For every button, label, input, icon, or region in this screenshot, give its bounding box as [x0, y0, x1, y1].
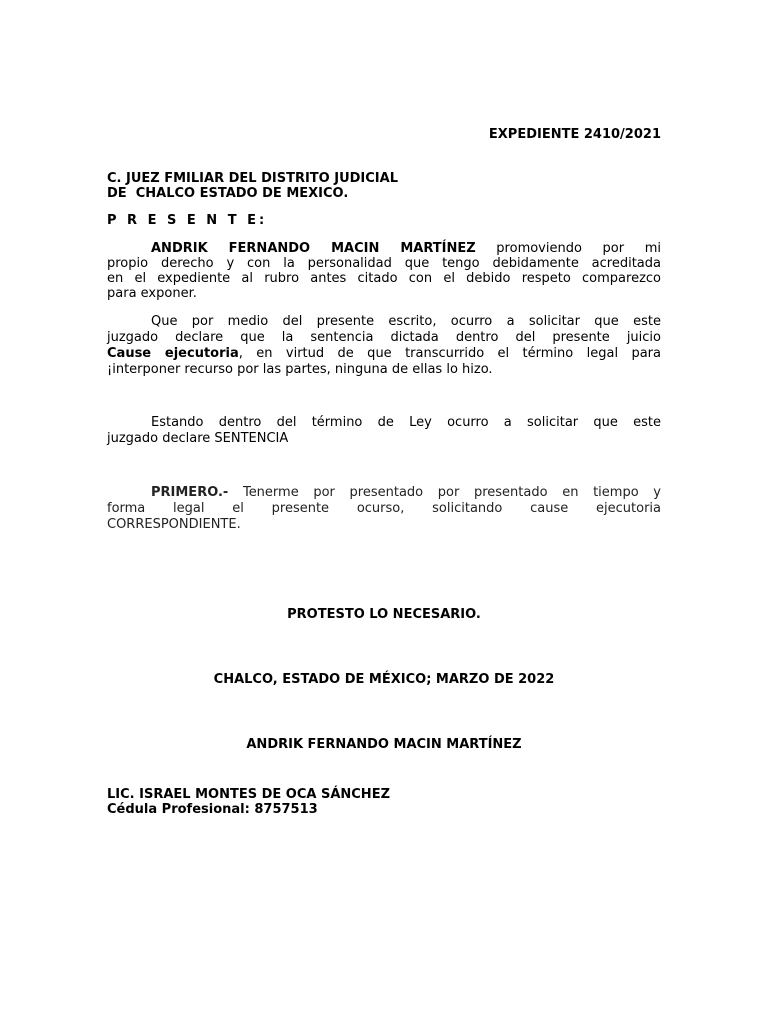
recipient-line-1: C. JUEZ FMILIAR DEL DISTRITO JUDICIAL [107, 171, 398, 186]
request-line-3 [107, 346, 661, 362]
presente-heading: P R E S E N T E: [107, 213, 268, 228]
expediente-number: EXPEDIENTE 2410/2021 [488, 127, 661, 142]
promovente-name: ANDRIK FERNANDO MACIN MARTÍNEZ [151, 241, 476, 256]
recipient-block [107, 171, 661, 201]
primero-paragraph [107, 485, 661, 533]
lawyer-cedula: Cédula Profesional: 8757513 [107, 802, 318, 817]
lawyer-block [107, 787, 661, 817]
primero-line-1-rest: Tenerme por presentado por presentado en tiempo y [228, 485, 661, 500]
primero-line-1 [107, 485, 661, 501]
request-line-4: ¡interponer recurso por las partes, ninguna de ellas lo hizo. [107, 362, 493, 377]
request-line-2: juzgado declare que la sentencia dictada dentro del presente juicio [107, 330, 661, 345]
primero-label: PRIMERO.- [151, 485, 229, 500]
intro-paragraph [107, 241, 661, 301]
intro-line-3: en el expediente al rubro antes citado con el debido respeto comparezco [107, 271, 661, 286]
intro-line-4: para exponer. [107, 286, 197, 301]
term-line-2: juzgado declare SENTENCIA [107, 431, 289, 446]
recipient-line-2: DE CHALCO ESTADO DE MEXICO. [107, 186, 349, 201]
term-paragraph [107, 415, 661, 447]
protesto-heading: PROTESTO LO NECESARIO. [287, 607, 481, 622]
intro-line-2: propio derecho y con la personalidad que tengo debidamente acreditada [107, 256, 661, 271]
request-line-1: Que por medio del presente escrito, ocurro a solicitar que este [151, 314, 661, 329]
cause-ejecutoria-term: Cause ejecutoria [107, 346, 239, 361]
primero-line-2: forma legal el presente ocurso, solicitando cause ejecutoria [107, 501, 661, 516]
request-line-3-rest: , en virtud de que transcurrido el término legal para [238, 346, 661, 361]
request-paragraph [107, 314, 661, 378]
primero-line-3: CORRESPONDIENTE. [107, 517, 241, 532]
place-date: CHALCO, ESTADO DE MÉXICO; MARZO DE 2022 [213, 672, 555, 687]
term-line-1: Estando dentro del término de Ley ocurro a solicitar que este [151, 415, 661, 430]
signer-name: ANDRIK FERNANDO MACIN MARTÍNEZ [246, 737, 522, 752]
intro-line-1 [107, 241, 661, 256]
intro-line-1-rest: promoviendo por mi [475, 241, 661, 256]
lawyer-name: LIC. ISRAEL MONTES DE OCA SÁNCHEZ [107, 787, 390, 802]
